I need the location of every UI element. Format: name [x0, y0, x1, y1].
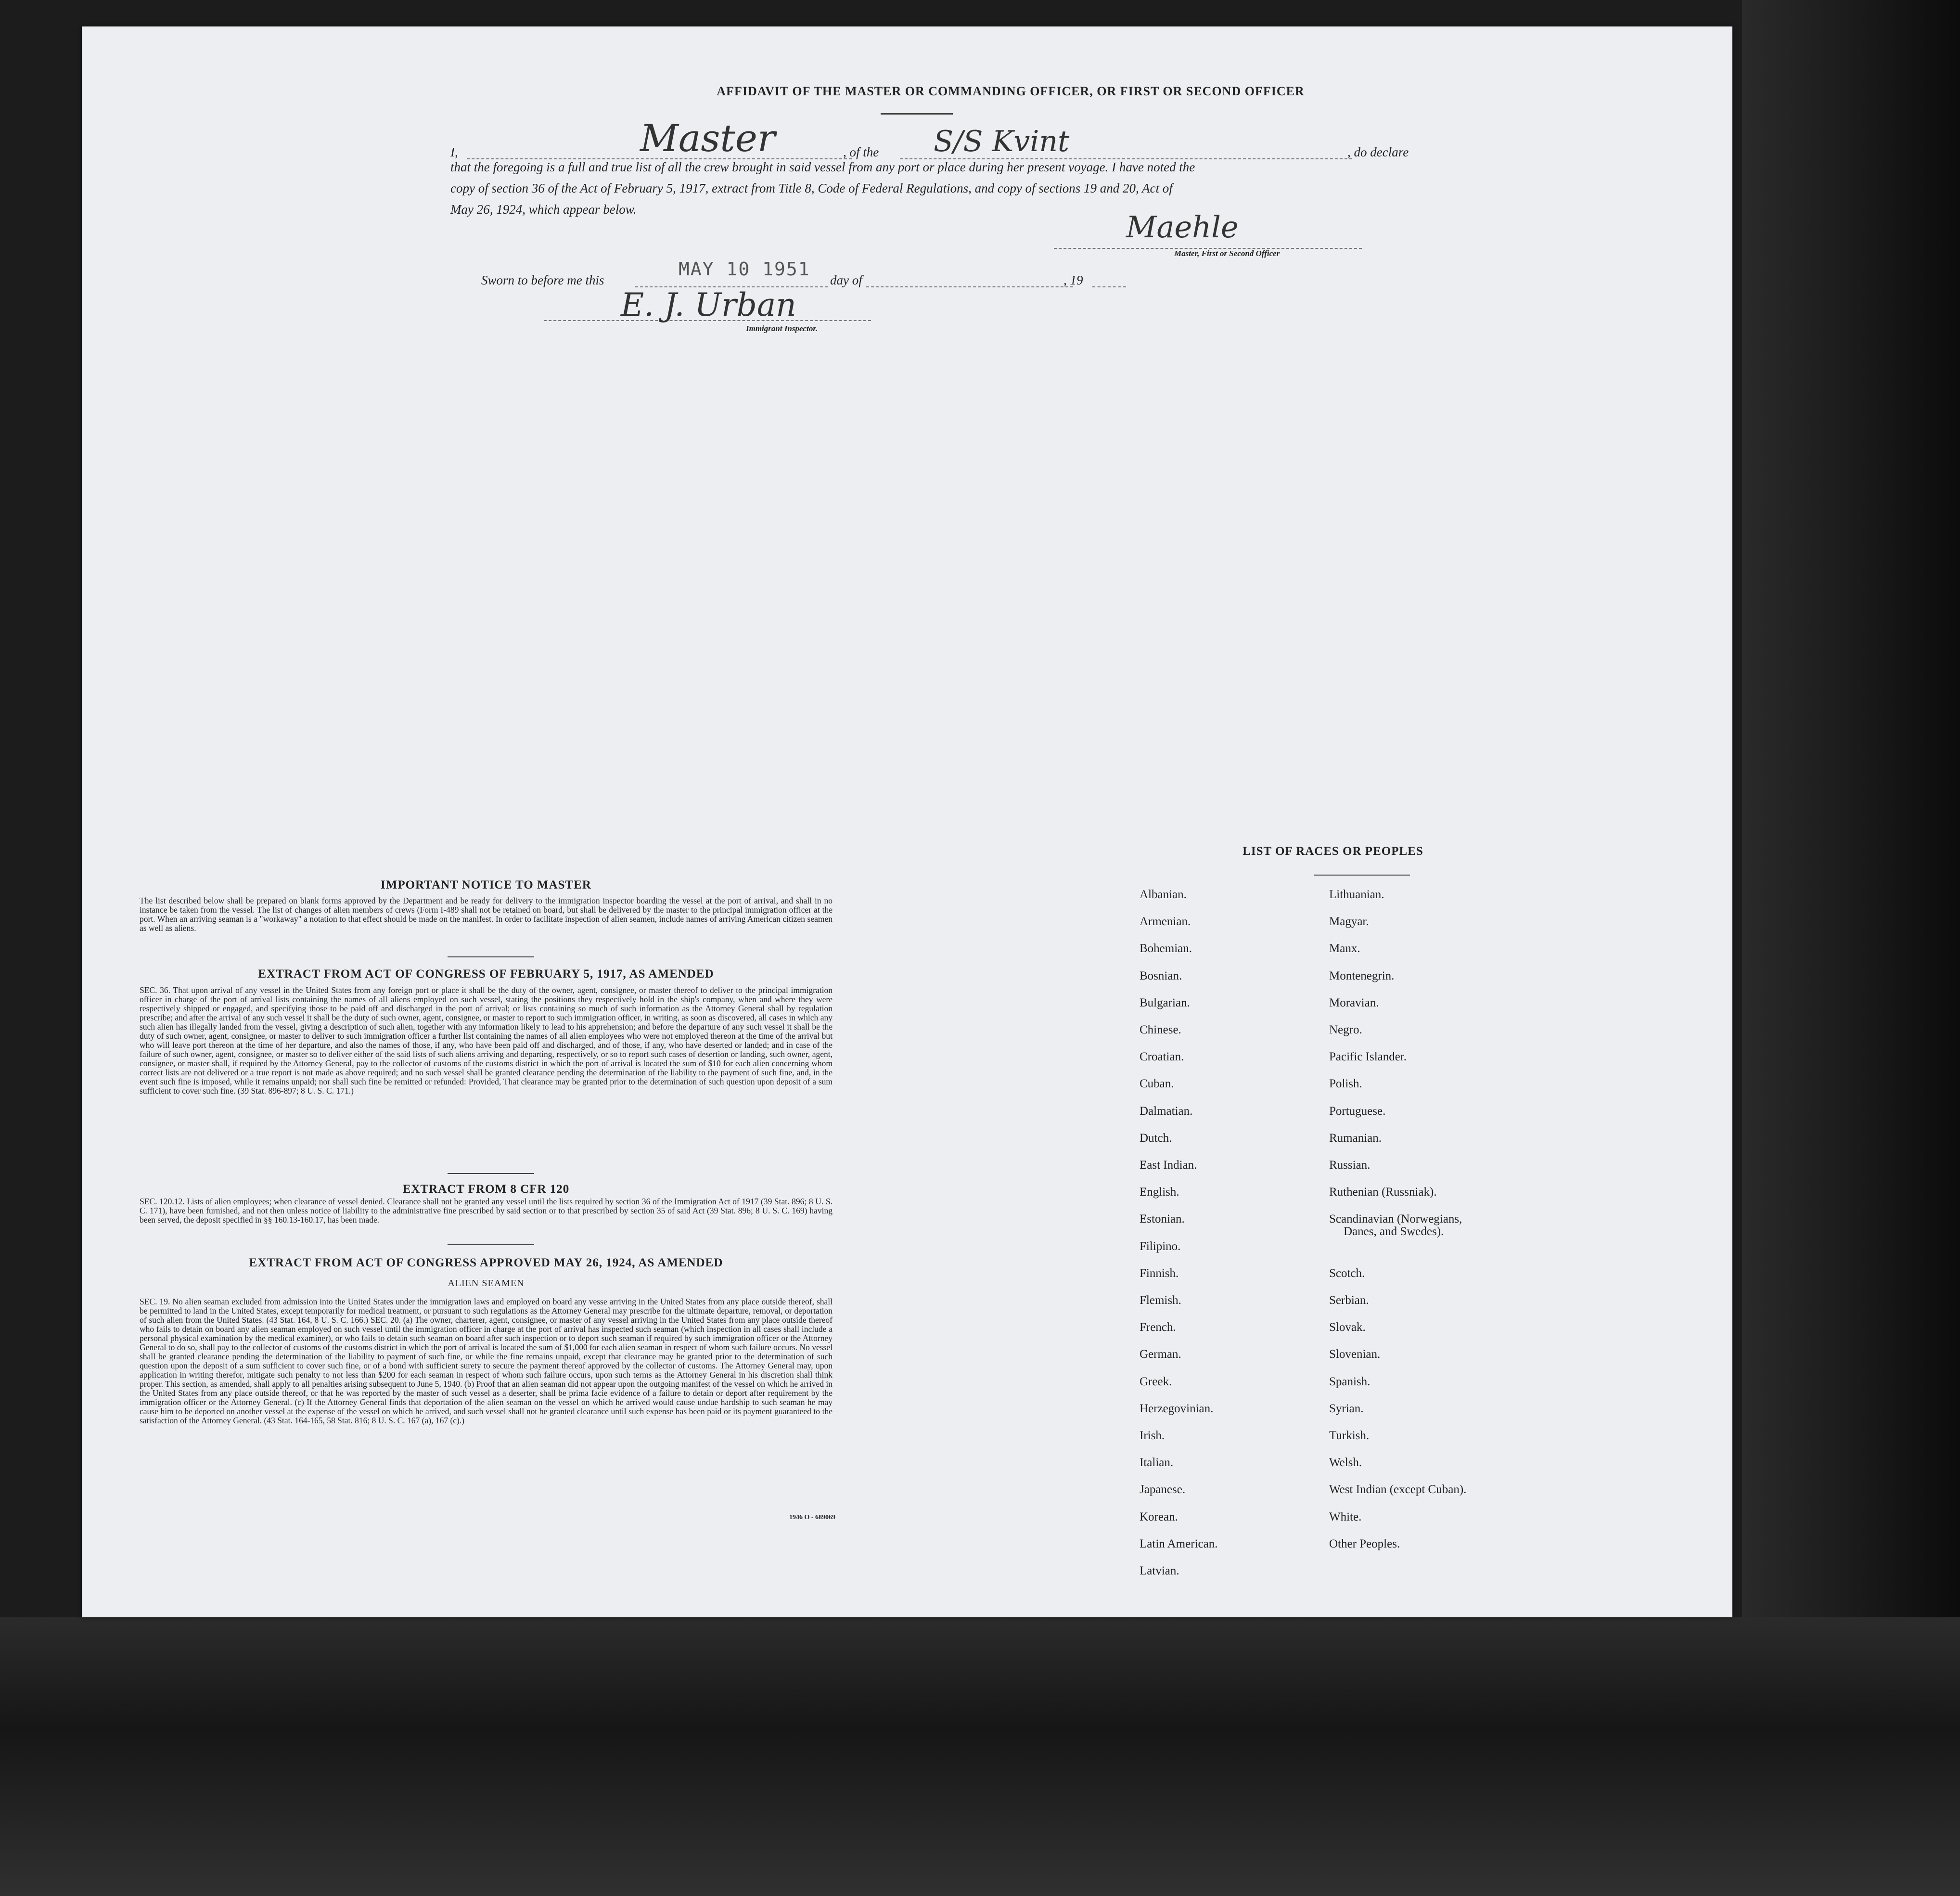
label-i: I,: [450, 145, 458, 159]
race-item: Chinese.: [1140, 1023, 1181, 1036]
handwritten-inspector-signature: E. J. Urban: [621, 286, 796, 323]
race-item: Lithuanian.: [1329, 888, 1384, 901]
race-item: Japanese.: [1140, 1483, 1186, 1496]
scan-background-right: [1742, 0, 1960, 1896]
handwritten-master-signature: Maehle: [1126, 209, 1239, 245]
race-item: Estonian.: [1140, 1212, 1185, 1226]
inspector-caption: Immigrant Inspector.: [746, 324, 818, 333]
race-item: Latvian.: [1140, 1564, 1179, 1577]
race-item: Polish.: [1329, 1077, 1362, 1091]
date-stamp: MAY 10 1951: [679, 258, 810, 280]
race-item: Magyar.: [1329, 915, 1369, 929]
master-caption: Master, First or Second Officer: [1174, 249, 1280, 258]
label-declare: , do declare: [1347, 145, 1409, 159]
divider: [1314, 875, 1410, 876]
race-item: White.: [1329, 1510, 1362, 1523]
affidavit-body: [450, 156, 1461, 220]
race-item: Welsh.: [1329, 1456, 1362, 1470]
race-item: Pacific Islander.: [1329, 1050, 1407, 1064]
race-item: French.: [1140, 1321, 1176, 1334]
extract-1924-text: SEC. 19. No alien seaman excluded from admission into the United States under the immigration laws and employed on board any vesse arriving in the United States from any place outside thereof, shall be permitted to land in the United States, except temporarily for medical treatment, or pursuant to such regulations as the Attorney General may prescribe for the ultimate departure, removal, or deportation of such alien from the United States. (43 Stat. 164, 8 U. S. C. 166.) SEC. 20. (a) The owner, charterer, agent, consignee, or master of any vessel arriving in the United States from any place outside thereof who fails to detain on board any alien seaman employed on such vessel until the immigration officer in charge at the port of arrival has inspected such seaman (which inspection in all cases shall include a personal physical examination by the medical examiner), or who fails to detain such seaman on board after such inspection or to deport such seaman if required by such immigration officer or the Attorney General to do so, shall pay to the collector of customs of the customs district in which the port of arrival is located the sum of $1,000 for each alien seaman in respect of whom such failure occurs. No vessel shall be granted clearance pending the determination of the liability to payment of such fine, or while the fine remains unpaid, except that clearance may be granted prior to the determination of such question upon the deposit of a sum sufficient to cover such fine, or of a bond with sufficient surety to secure the payment thereof approved by the collector of customs. The Attorney General may, upon application in writing therefor, mitigate such penalty to not less than $200 for each seaman in respect of whom such failure occurs, upon such terms as the Attorney General in his discretion shall think proper. This section, as amended, shall apply to all penalties arising subsequent to June 5, 1940. (b) Proof that an alien seaman did not appear upon the outgoing manifest of the vessel on which he arrived in the United States from any place outside thereof, or that he was reported by the master of such vessel as a deserter, shall be prima facie evidence of a failure to detain or deport after requirement by the immigration officer or the Attorney General. (c) If the Attorney General finds that deportation of the alien seaman on the vessel on which he arrived would cause undue hardship to such seaman he may cause him to be deported on another vessel at the expense of the vessel on which he arrived, and such vessel shall not be granted clearance until such expense has been paid or its payment guaranteed to the satisfaction of the Attorney General. (43 Stat. 164-165, 58 Stat. 816; 8 U. S. C. 167 (a), 167 (c).): [140, 1297, 833, 1425]
race-item: Turkish.: [1329, 1429, 1370, 1442]
race-item: Rumanian.: [1329, 1131, 1382, 1145]
race-item: Scandinavian (Norwegians,: [1329, 1212, 1462, 1226]
race-item: Cuban.: [1140, 1077, 1174, 1091]
race-item: Latin American.: [1140, 1537, 1218, 1550]
affidavit-title: AFFIDAVIT OF THE MASTER OR COMMANDING OFFICER, OR FIRST OR SECOND OFFICER: [717, 84, 1305, 98]
race-item: Danes, and Swedes).: [1344, 1225, 1444, 1238]
race-item: Bohemian.: [1140, 942, 1192, 955]
race-item: Manx.: [1329, 942, 1360, 955]
race-item: Armenian.: [1140, 915, 1191, 929]
notice-heading: IMPORTANT NOTICE TO MASTER: [381, 878, 591, 891]
race-item: Filipino.: [1140, 1239, 1181, 1253]
race-item: Slovak.: [1329, 1321, 1366, 1334]
sworn-label: Sworn to before me this: [481, 273, 604, 287]
race-item: Serbian.: [1329, 1294, 1369, 1307]
race-item: Other Peoples.: [1329, 1537, 1400, 1550]
race-item: Italian.: [1140, 1456, 1174, 1470]
race-item: Dalmatian.: [1140, 1104, 1193, 1118]
divider: [448, 1173, 534, 1174]
race-item: Herzegovinian.: [1140, 1402, 1214, 1415]
race-item: West Indian (except Cuban).: [1329, 1483, 1467, 1496]
month-line: [866, 286, 1073, 287]
race-item: Portuguese.: [1329, 1104, 1386, 1118]
notice-text: The list described below shall be prepared on blank forms approved by the Department and be ready for delivery to the immigration inspector boarding the vessel at the port of arrival, and shall in no instance be taken from the vessel. The list of changes of alien members of crews (Form I-489 shall not be retained on board, but shall be delivered by the master to the principal immigration officer at the port. When an arriving seaman is a "workaway" a notation to that effect should be made on the manifest. In order to facilitate inspection of alien seamen, include names of arriving American citizen seamen as well as aliens.: [140, 896, 833, 933]
extract-cfr-text: SEC. 120.12. Lists of alien employees; when clearance of vessel denied. Clearance shall not be granted any vessel until the lists required by section 36 of the Immigration Act of 1917 (39 Stat. 896; 8 U. S. C. 171), have been furnished, and not then unless notice of liability to the administrative fine prescribed by said section or to that prescribed by section 35 of said Act (39 Stat. 896; 8 U. S. C. 169) having been served, the deposit specified in §§ 160.13-160.17, has been made.: [140, 1197, 833, 1225]
extract-cfr-heading: EXTRACT FROM 8 CFR 120: [402, 1183, 570, 1196]
race-item: Ruthenian (Russniak).: [1329, 1186, 1437, 1199]
extract-1917-text: SEC. 36. That upon arrival of any vessel in the United States from any foreign port or place it shall be the duty of the owner, agent, consignee, or master thereof to deliver to the principal immigration officer in charge of the port of arrival lists containing the names of all aliens employed on such vessel, stating the positions they respectively hold in the ship's company, when and where they were respectively shipped or engaged, and specifying those to be paid off and discharged in the port of arrival; or lists containing so much of such information as the Attorney General shall by regulation prescribe; and after the arrival of any such vessel it shall be the duty of such owner, agent, consignee, or master to report to such immigration officer, in writing, as soon as discovered, all cases in which any such alien has illegally landed from the vessel, giving a description of such alien, together with any information likely to lead to his apprehension; and before the departure of any such vessel it shall be the duty of such owner, agent, consignee, or master to deliver to such immigration officer a further list containing the names of all alien employees who were not employed thereon at the time of the arrival but who will leave port thereon at the time of her departure, and also the names of those, if any, who have been paid off and discharged, and of those, if any, who have deserted or landed; and in case of the failure of such owner, agent, consignee, or master so to deliver either of the said lists of such aliens arriving and departing, respectively, or so to report such cases of desertion or landing, such owner, agent, consignee, or master shall, if required by the Attorney General, pay to the collector of customs of the customs district in which the port of arrival is located the sum of $10 for each alien concerning whom correct lists are not delivered or a true report is not made as above required; and no such vessel shall be granted clearance pending the determination of the liability to the payment of such fine, and, in the event such fine is imposed, while it remains unpaid; nor shall such fine be remitted or refunded: Provided, That clearance may be granted prior to the determination of such question upon deposit of a sum sufficient to cover such fine. (39 Stat. 896-897; 8 U. S. C. 171.): [140, 985, 833, 1096]
race-item: Korean.: [1140, 1510, 1178, 1523]
alien-seamen-subheading: ALIEN SEAMEN: [448, 1278, 525, 1289]
day-of-label: day of: [830, 273, 862, 287]
handwritten-vessel: S/S Kvint: [934, 125, 1070, 158]
affidavit-line: that the foregoing is a full and true list of all the crew brought in said vessel from any port or place during her present voyage. I have noted the: [450, 160, 1195, 174]
race-item: German.: [1140, 1348, 1181, 1361]
race-item: Dutch.: [1140, 1131, 1172, 1145]
divider: [881, 113, 953, 115]
race-item: Bulgarian.: [1140, 996, 1190, 1009]
print-code: 1946 O - 689069: [789, 1514, 836, 1521]
race-item: Albanian.: [1140, 888, 1187, 901]
race-item: Negro.: [1329, 1023, 1362, 1036]
race-item: Moravian.: [1329, 996, 1379, 1009]
extract-1924-heading: EXTRACT FROM ACT OF CONGRESS APPROVED MAY 26, 1924, AS AMENDED: [249, 1256, 723, 1269]
race-item: Spanish.: [1329, 1375, 1371, 1388]
affidavit-line: May 26, 1924, which appear below.: [450, 202, 637, 217]
race-item: Montenegrin.: [1329, 969, 1395, 982]
race-item: Irish.: [1140, 1429, 1165, 1442]
affidavit-line: copy of section 36 of the Act of February 5, 1917, extract from Title 8, Code of Federal Regulations, and copy of sections 19 and 20, Act of: [450, 181, 1173, 195]
divider: [448, 1244, 534, 1245]
race-item: Croatian.: [1140, 1050, 1184, 1064]
divider: [448, 956, 534, 957]
race-item: Slovenian.: [1329, 1348, 1381, 1361]
race-item: Greek.: [1140, 1375, 1172, 1388]
extract-1917-heading: EXTRACT FROM ACT OF CONGRESS OF FEBRUARY 5, 1917, AS AMENDED: [258, 967, 714, 980]
race-item: Flemish.: [1140, 1294, 1181, 1307]
year-line: [1092, 286, 1126, 287]
race-item: Scotch.: [1329, 1266, 1365, 1280]
race-item: Russian.: [1329, 1159, 1371, 1172]
race-item: East Indian.: [1140, 1159, 1197, 1172]
races-heading: LIST OF RACES OR PEOPLES: [1243, 845, 1423, 858]
label-of-the: , of the: [843, 145, 879, 159]
race-item: Bosnian.: [1140, 969, 1182, 982]
race-item: Syrian.: [1329, 1402, 1364, 1415]
handwritten-rank: Master: [640, 117, 776, 160]
race-item: English.: [1140, 1186, 1179, 1199]
year-label: , 19: [1063, 273, 1083, 287]
document-page: [82, 26, 1732, 1617]
race-item: Finnish.: [1140, 1266, 1179, 1280]
scan-background-bottom: [0, 1617, 1960, 1896]
